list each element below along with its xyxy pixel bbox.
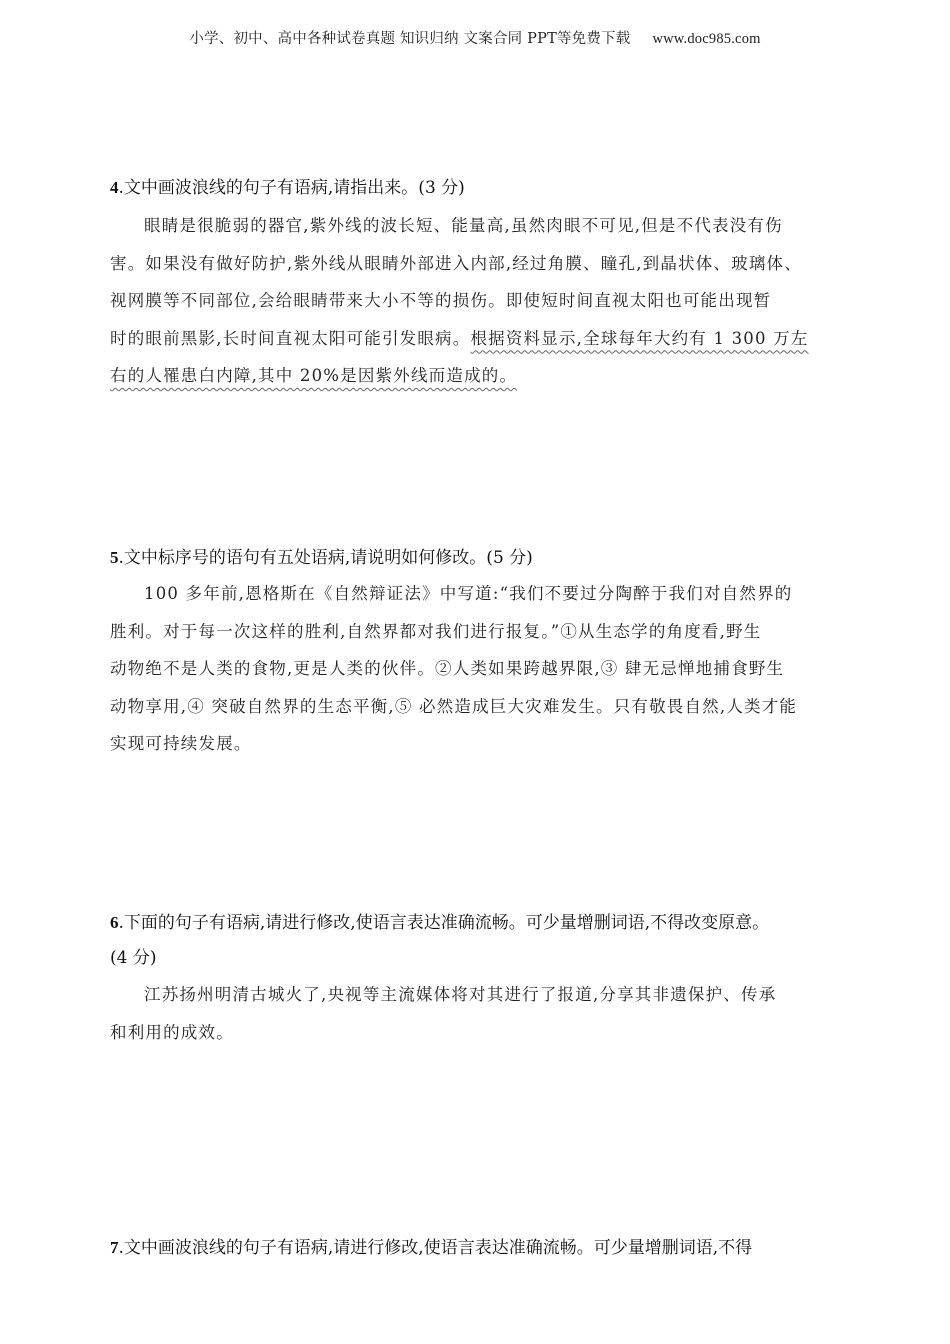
question-text: .文中标序号的语句有五处语病,请说明如何修改。(5 分) bbox=[118, 548, 533, 568]
question-text: .文中画波浪线的句子有语病,请进行修改,使语言表达准确流畅。可少量增删词语,不得 bbox=[118, 1238, 753, 1258]
question-text: .文中画波浪线的句子有语病,请指出来。(3 分) bbox=[118, 178, 465, 198]
wavy-underlined-sentence: 根据资料显示,全球每年大约有 1 300 万左 bbox=[470, 328, 809, 348]
question-5-passage bbox=[110, 575, 850, 763]
passage-line: 动物绝不是人类的食物,更是人类的伙伴。②人类如果跨越界限,③ 肆无忌惮地捕食野生 bbox=[110, 659, 785, 678]
question-4-passage bbox=[110, 207, 850, 395]
passage-line: 实现可持续发展。 bbox=[110, 734, 252, 753]
question-number: 7 bbox=[110, 1238, 119, 1257]
passage-line: 100 多年前,恩格斯在《自然辩证法》中写道:“我们不要过分陶醉于我们对自然界的 bbox=[144, 584, 793, 603]
header-text: 小学、初中、高中各种试卷真题 知识归纳 文案合同 PPT等免费下载 bbox=[189, 31, 631, 47]
passage-line: 胜利。对于每一次这样的胜利,自然界都对我们进行报复。”①从生态学的角度看,野生 bbox=[110, 621, 762, 641]
passage-line: 视网膜等不同部位,会给眼睛带来大小不等的损伤。即使短时间直视太阳也可能出现暂 bbox=[110, 291, 772, 310]
question-text: .下面的句子有语病,请进行修改,使语言表达准确流畅。可少量增删词语,不得改变原意。 bbox=[118, 913, 770, 933]
question-4-title bbox=[110, 170, 850, 206]
question-number: 4 bbox=[110, 178, 119, 197]
question-5-title bbox=[110, 540, 850, 576]
question-6-passage bbox=[110, 976, 850, 1051]
passage-line: 眼睛是很脆弱的器官,紫外线的波长短、能量高,虽然肉眼不可见,但是不代表没有伤 bbox=[144, 216, 783, 235]
header-site: www.doc985.com bbox=[652, 31, 761, 47]
passage-line bbox=[110, 357, 850, 395]
passage-line: 害。如果没有做好防护,紫外线从眼睛外部进入内部,经过角膜、瞳孔,到晶状体、玻璃体、 bbox=[110, 253, 802, 273]
question-6-title bbox=[110, 905, 850, 941]
page-header bbox=[0, 27, 950, 48]
question-7-title bbox=[110, 1230, 850, 1266]
passage-line: 时的眼前黑影,长时间直视太阳可能引发眼病。根据资料显示,全球每年大约有 1 300 万左 bbox=[110, 328, 809, 348]
question-number: 5 bbox=[110, 548, 119, 567]
question-6-title-continued: (4 分) bbox=[110, 948, 157, 968]
passage-line: 江苏扬州明清古城火了,央视等主流媒体将对其进行了报道,分享其非遗保护、传承 bbox=[144, 985, 777, 1004]
question-number: 6 bbox=[110, 913, 119, 932]
wavy-underlined-sentence: 右的人罹患白内障,其中 20%是因紫外线而造成的。 bbox=[110, 366, 518, 385]
passage-line: 和利用的成效。 bbox=[110, 1022, 234, 1042]
passage-line: 动物享用,④ 突破自然界的生态平衡,⑤ 必然造成巨大灾难发生。只有敬畏自然,人类才能 bbox=[110, 696, 798, 716]
